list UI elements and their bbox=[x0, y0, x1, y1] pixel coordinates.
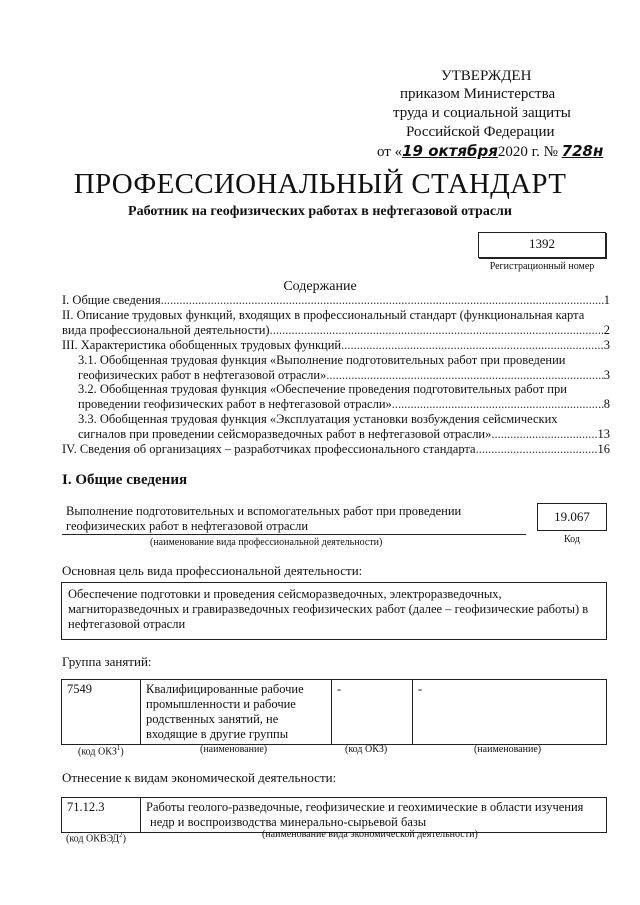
table-of-contents bbox=[62, 293, 610, 457]
document-title: ПРОФЕССИОНАЛЬНЫЙ СТАНДАРТ bbox=[73, 168, 567, 200]
okz-code-2: - bbox=[332, 680, 413, 745]
okved-code-caption: (код ОКВЭД$^2$) bbox=[66, 831, 126, 845]
okved-name: Работы геолого-разведочные, геофизические и геохимические в области изучения недр и воспроизводства минерально-сырьевой базы bbox=[141, 798, 607, 833]
table-row bbox=[62, 680, 607, 745]
section-heading: I. Общие сведения bbox=[62, 472, 188, 488]
toc-entry-ii[interactable]: вида профессиональной деятельности) ..... 2 bbox=[62, 323, 610, 338]
toc-entry-3-3-line1[interactable]: 3.3. Обобщенная трудовая функция «Эксплуатация установки возбуждения сейсмических bbox=[78, 412, 558, 427]
toc-title: Содержание bbox=[283, 279, 357, 294]
okz-name: Квалифицированные рабочие промышленности и рабочие родственных занятий, не входящие в другие группы bbox=[141, 680, 332, 745]
approval-country: Российской Федерации bbox=[406, 124, 555, 140]
toc-entry-3-2[interactable]: проведении геофизических работ в нефтегазовой отрасли» ..... 8 bbox=[62, 397, 610, 412]
registration-label: Регистрационный номер bbox=[489, 261, 595, 272]
goal-text: Обеспечение подготовки и проведения сейсморазведочных, электроразведочных, магниторазведочных и гравиразведочных геофизических работ (далее – геофизические работы) в нефтегазовой отрасли bbox=[61, 582, 607, 640]
date-prefix: от « bbox=[377, 144, 403, 160]
activity-code-label: Код bbox=[564, 534, 580, 545]
approval-order: приказом Министерства bbox=[400, 86, 556, 102]
activity-caption: (наименование вида профессиональной деятельности) bbox=[150, 537, 383, 548]
okz-code-caption: (код ОКЗ$^1$) bbox=[78, 744, 124, 758]
approval-date-line bbox=[377, 142, 603, 161]
registration-number: 1392 bbox=[478, 232, 606, 258]
okved-label: Отнесение к видам экономической деятельности: bbox=[62, 770, 337, 785]
okz-name-2: - bbox=[413, 680, 607, 745]
approval-title: УТВЕРЖДЕН bbox=[441, 68, 532, 84]
toc-entry-ii-line1[interactable]: II. Описание трудовых функций, входящих в профессиональный стандарт (функциональная карта bbox=[62, 307, 585, 322]
okved-name-caption: (наименование вида экономической деятельности) bbox=[262, 829, 478, 840]
activity-code: 19.067 bbox=[537, 503, 607, 531]
okz-code-2-caption: (код ОКЗ) bbox=[345, 744, 388, 755]
okz-name-caption: (наименование) bbox=[200, 744, 268, 755]
goal-label: Основная цель вида профессиональной деятельности: bbox=[62, 563, 363, 578]
toc-entry-3-1[interactable]: геофизических работ в нефтегазовой отрасли» ..... 3 bbox=[62, 368, 610, 383]
toc-entry-iii[interactable]: III. Характеристика обобщенных трудовых функций ..... 3 bbox=[62, 338, 610, 353]
activity-name: Выполнение подготовительных и вспомогательных работ при проведении геофизических работ в нефтегазовой отрасли bbox=[66, 504, 462, 533]
toc-entry-3-1-line1[interactable]: 3.1. Обобщенная трудовая функция «Выполнение подготовительных работ при проведении bbox=[78, 352, 566, 367]
handwritten-date: 19 октября bbox=[402, 142, 498, 160]
toc-entry-iv[interactable]: IV. Сведения об организациях – разработчиках профессионального стандарта ..... 16 bbox=[62, 442, 610, 457]
okved-table bbox=[61, 797, 607, 833]
approval-ministry: труда и социальной защиты bbox=[393, 105, 571, 121]
document-subtitle: Работник на геофизических работах в нефтегазовой отрасли bbox=[128, 204, 512, 219]
handwritten-number: 728н bbox=[561, 142, 604, 160]
okved-code: 71.12.3 bbox=[62, 798, 141, 833]
occupation-group-table bbox=[61, 679, 607, 745]
okz-name-2-caption: (наименование) bbox=[474, 744, 542, 755]
date-year: 2020 г. № bbox=[497, 144, 558, 160]
okz-code: 7549 bbox=[62, 680, 141, 745]
group-label: Группа занятий: bbox=[62, 654, 152, 669]
toc-entry-3-3[interactable]: сигналов при проведении сейсморазведочных работ в нефтегазовой отрасли» ..... 13 bbox=[62, 427, 610, 442]
table-row bbox=[62, 798, 607, 833]
toc-entry-3-2-line1[interactable]: 3.2. Обобщенная трудовая функция «Обеспечение проведения подготовительных работ при bbox=[78, 382, 567, 397]
activity-underline bbox=[62, 534, 526, 535]
toc-entry-i[interactable]: I. Общие сведения ..... 1 bbox=[62, 293, 610, 308]
